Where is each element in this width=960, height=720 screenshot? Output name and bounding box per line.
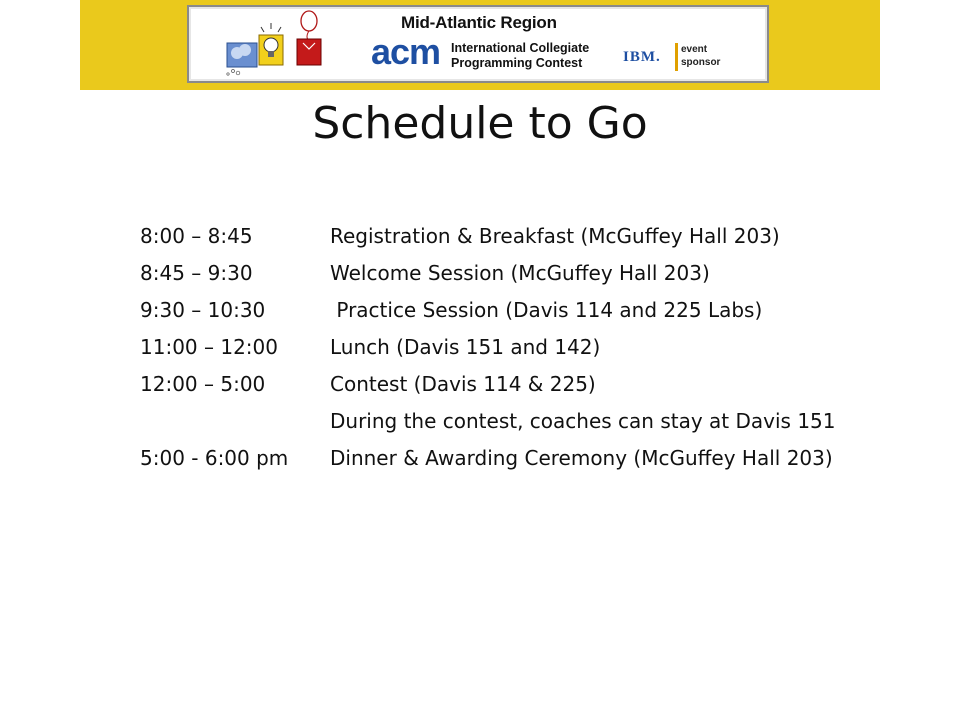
schedule-row — [140, 372, 900, 409]
schedule-time: 9:30 – 10:30 — [140, 298, 266, 322]
schedule-row — [140, 261, 900, 298]
schedule-time: 8:45 – 9:30 — [140, 261, 253, 285]
icpc-title-line1: International Collegiate — [451, 41, 590, 55]
schedule-time: 11:00 – 12:00 — [140, 335, 278, 359]
schedule-row — [140, 224, 900, 261]
icpc-logo-icon — [225, 9, 335, 79]
schedule-time: 12:00 – 5:00 — [140, 372, 266, 396]
schedule-row — [140, 335, 900, 372]
icpc-title-line2: Programming Contest — [451, 56, 583, 70]
schedule-event: Welcome Session (McGuffey Hall 203) — [330, 261, 710, 285]
sponsor-label-line1: event — [681, 44, 708, 55]
acm-logo-text: acm — [371, 31, 441, 72]
header-banner — [80, 0, 880, 90]
schedule-row — [140, 298, 900, 335]
region-title: Mid-Atlantic Region — [401, 13, 557, 32]
page-title: Schedule to Go — [312, 98, 648, 149]
schedule-list — [140, 224, 900, 483]
schedule-event: Practice Session (Davis 114 and 225 Labs) — [330, 298, 763, 322]
ibm-logo: IBM. — [623, 49, 661, 65]
sponsor-divider — [675, 43, 678, 71]
schedule-event: Dinner & Awarding Ceremony (McGuffey Hall 203) — [330, 446, 833, 470]
lightbulb-icon — [259, 23, 283, 65]
schedule-event: Contest (Davis 114 & 225) — [330, 372, 596, 396]
schedule-time: 5:00 - 6:00 pm — [140, 446, 289, 470]
contest-logo-panel — [187, 5, 769, 83]
schedule-time: 8:00 – 8:45 — [140, 224, 253, 248]
schedule-note: During the contest, coaches can stay at Davis 151 — [330, 409, 836, 433]
cloud-thought-icon — [227, 43, 257, 75]
sponsor-label-line2: sponsor — [681, 57, 721, 68]
schedule-event: Lunch (Davis 151 and 142) — [330, 335, 601, 359]
balloon-gift-icon — [297, 11, 321, 65]
schedule-row — [140, 446, 900, 483]
schedule-event: Registration & Breakfast (McGuffey Hall 203) — [330, 224, 780, 248]
schedule-row — [140, 409, 900, 446]
